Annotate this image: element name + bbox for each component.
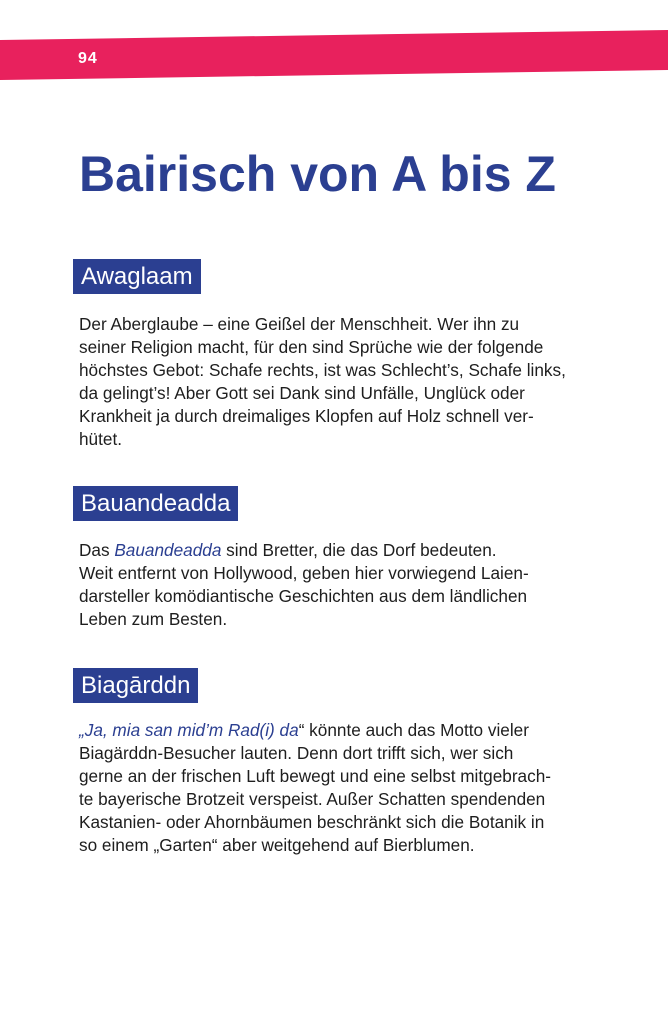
body-line: Krankheit ja durch dreimaliges Klopfen auf Holz schnell ver-	[79, 406, 534, 426]
entry-body-awaglaam	[79, 313, 599, 451]
entry-body-bauandeadda	[79, 539, 599, 631]
body-text: sind Bretter, die das Dorf bedeuten.	[221, 540, 497, 560]
page-number: 94	[78, 50, 98, 67]
page-title: Bairisch von A bis Z	[79, 146, 556, 202]
header-band-shape	[0, 30, 668, 82]
body-line: Weit entfernt von Hollywood, geben hier vorwiegend Laien-	[79, 563, 529, 583]
body-line: hütet.	[79, 429, 123, 449]
body-line: höchstes Gebot: Schafe rechts, ist was Schlecht’s, Schafe links,	[79, 360, 566, 380]
header-band	[0, 30, 668, 82]
body-text: Das	[79, 540, 115, 560]
body-line: so einem „Garten“ aber weitgehend auf Bierblumen.	[79, 835, 475, 855]
body-line: te bayerische Brotzeit verspeist. Außer Schatten spendenden	[79, 789, 546, 809]
entry-body-biagarddn	[79, 719, 599, 857]
body-line: da gelingt’s! Aber Gott sei Dank sind Unfälle, Unglück oder	[79, 383, 525, 403]
body-line: Kastanien- oder Ahornbäumen beschränkt sich die Botanik in	[79, 812, 545, 832]
highlighted-quote: „Ja, mia san mid’m Rad(i) da	[79, 720, 299, 740]
body-line: gerne an der frischen Luft bewegt und eine selbst mitgebrach-	[79, 766, 551, 786]
body-line: Leben zum Besten.	[79, 609, 228, 629]
highlighted-term: Bauandeadda	[114, 540, 222, 560]
entry-heading-awaglaam: Awaglaam	[73, 259, 201, 294]
body-line: darsteller komödiantische Geschichten aus dem ländlichen	[79, 586, 528, 606]
entry-heading-bauandeadda: Bauandeadda	[73, 486, 238, 521]
body-line: Biagärddn-Besucher lauten. Denn dort trifft sich, wer sich	[79, 743, 514, 763]
entry-heading-biagarddn: Biagārddn	[73, 668, 198, 703]
body-line: Der Aberglaube – eine Geißel der Menschheit. Wer ihn zu	[79, 314, 520, 334]
body-text: “ könnte auch das Motto vieler	[298, 720, 529, 740]
body-line: seiner Religion macht, für den sind Sprüche wie der folgende	[79, 337, 544, 357]
